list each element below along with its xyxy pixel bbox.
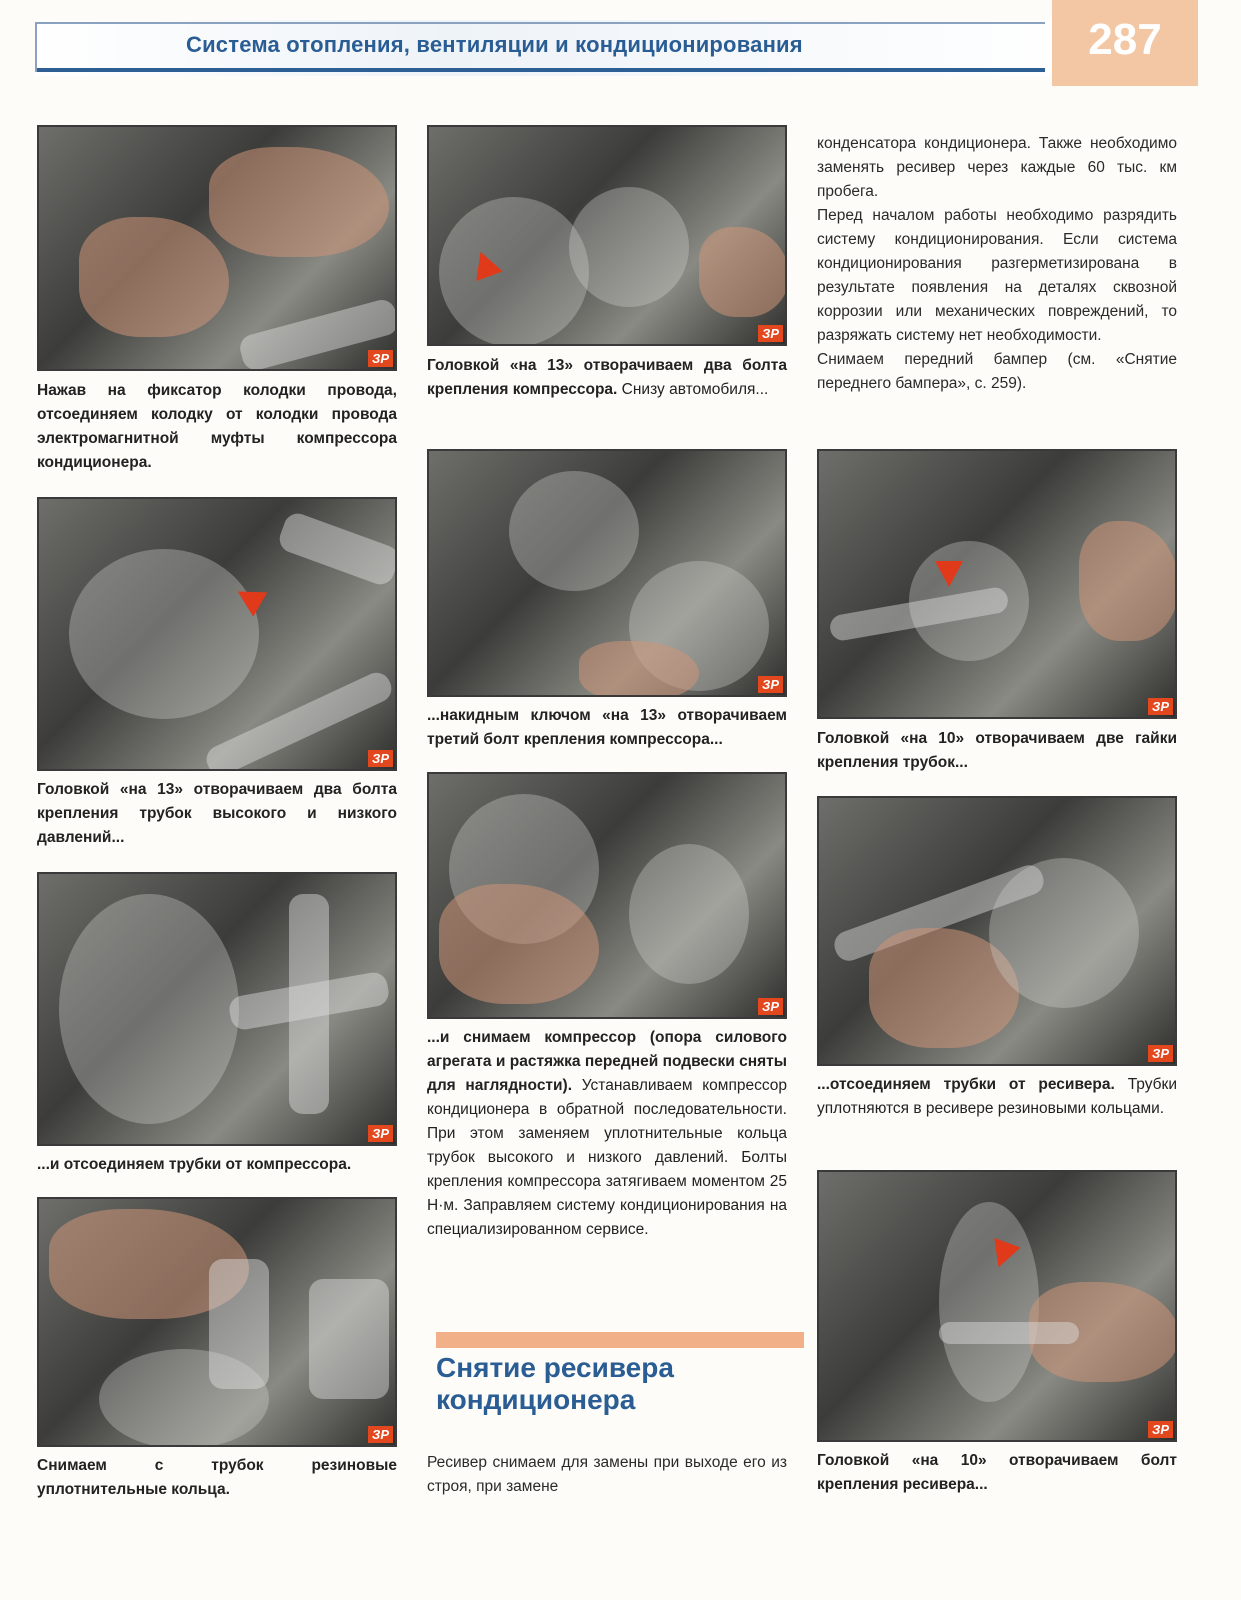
photo-tube-nuts — [817, 449, 1177, 719]
photo-third-bolt — [427, 449, 787, 697]
header-rule-bottom — [37, 68, 1045, 72]
caption-3: ...и отсоединяем трубки от компрессора. — [37, 1156, 352, 1173]
photo-connector — [37, 125, 397, 371]
caption-6: ...накидным ключом «на 13» отворачиваем третий болт крепления компрессора... — [427, 707, 787, 748]
header-rule-top — [35, 22, 1045, 24]
publisher-badge: ЗР — [758, 325, 783, 342]
photo-disconnect-tubes — [37, 872, 397, 1146]
publisher-badge: ЗР — [758, 998, 783, 1015]
photo-disconnect-receiver — [817, 796, 1177, 1066]
publisher-badge: ЗР — [1148, 1045, 1173, 1062]
publisher-badge: ЗР — [368, 750, 393, 767]
section-title: Снятие ресивера кондиционера — [436, 1352, 674, 1415]
photo-receiver-bolt — [817, 1170, 1177, 1442]
publisher-badge: ЗР — [758, 676, 783, 693]
page-title: Система отопления, вентиляции и кондиционирования — [186, 32, 803, 57]
publisher-badge: ЗР — [1148, 698, 1173, 715]
photo-remove-compressor — [427, 772, 787, 1019]
caption-1: Нажав на фиксатор колодки провода, отсоединяем колодку от колодки провода электромагнитной муфты компрессора кондиционера. — [37, 382, 397, 471]
publisher-badge: ЗР — [368, 1426, 393, 1443]
photo-compressor-bolts — [427, 125, 787, 346]
publisher-badge: ЗР — [1148, 1421, 1173, 1438]
header-rule-left — [35, 22, 37, 72]
photo-seal-rings — [37, 1197, 397, 1447]
caption-8: Головкой «на 10» отворачиваем две гайки крепления трубок... — [817, 730, 1177, 771]
right-text-block: конденсатора кондиционера. Также необходимо заменять ресивер через каждые 60 тыс. км пробега. Перед началом работы необходимо разрядить систему кондиционирования. Если система кондиционирования разгерметизирована в результате появления на деталях сквозной коррозии или механических повреждений, то разряжать систему нет необходимости. Снимаем передний бампер (см. «Снятие переднего бампера», с. 259). — [817, 135, 1177, 392]
section-accent-bar — [436, 1332, 804, 1348]
publisher-badge: ЗР — [368, 350, 393, 367]
caption-4: Снимаем с трубок резиновые уплотнительные кольца. — [37, 1457, 397, 1498]
publisher-badge: ЗР — [368, 1125, 393, 1142]
page-number: 287 — [1052, 0, 1198, 86]
caption-5: Головкой «на 13» отворачиваем два болта крепления компрессора. Снизу автомобиля... — [427, 357, 787, 398]
photo-tube-bolts — [37, 497, 397, 771]
caption-10: Головкой «на 10» отворачиваем болт крепления ресивера... — [817, 1452, 1177, 1493]
caption-7: ...и снимаем компрессор (опора силового агрегата и растяжка передней подвески сняты для наглядности). Устанавливаем компрессор кондиционера в обратной последовательности. При этом заменяем уплотнительные кольца трубок высокого и низкого давлений. Болты крепления компрессора затягиваем моментом 25 Н·м. Заправляем систему кондиционирования на специализированном сервисе. — [427, 1029, 787, 1238]
section-intro: Ресивер снимаем для замены при выходе его из строя, при замене — [427, 1454, 787, 1495]
caption-2: Головкой «на 13» отворачиваем два болта крепления трубок высокого и низкого давлений... — [37, 781, 397, 846]
caption-9: ...отсоединяем трубки от ресивера. Трубки уплотняются в ресивере резиновыми кольцами. — [817, 1076, 1177, 1117]
